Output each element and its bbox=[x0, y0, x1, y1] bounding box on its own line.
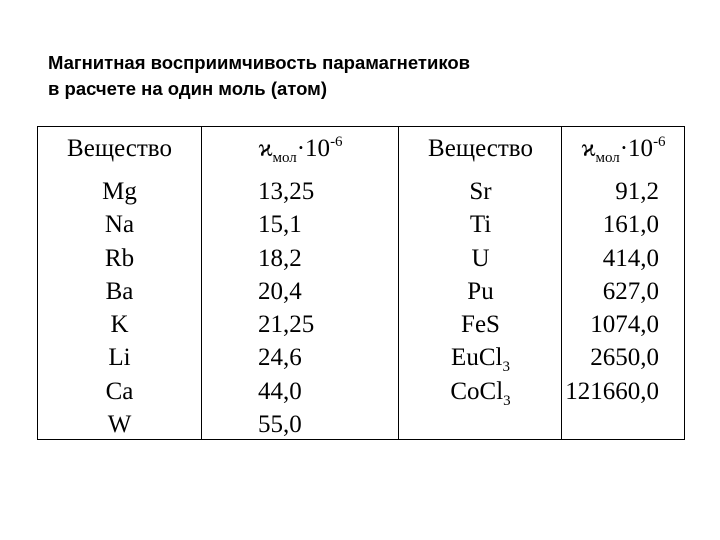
table-cell-substance: Ca bbox=[105, 377, 134, 405]
header-substance-right: Вещество bbox=[428, 135, 533, 162]
column-chi-left bbox=[201, 127, 399, 439]
chi-subscript: мол bbox=[595, 150, 620, 166]
table-cell-substance: Mg bbox=[102, 178, 137, 205]
chi-exponent: -6 bbox=[330, 134, 343, 150]
formula-subscript: 3 bbox=[503, 392, 511, 409]
table-cell-chi: 1074,0 bbox=[590, 311, 659, 339]
table-cell-chi: 21,25 bbox=[258, 311, 315, 339]
table-cell-substance bbox=[399, 275, 562, 308]
column-substance-left bbox=[38, 127, 201, 439]
table-cell-substance: Ba bbox=[105, 277, 134, 305]
formula-base: Sr bbox=[469, 178, 492, 205]
chi-multiplier: ·10 bbox=[619, 135, 654, 162]
table-cell-chi: 24,6 bbox=[258, 344, 302, 372]
table-cell-chi: 15,1 bbox=[258, 211, 302, 239]
column-substance-right bbox=[398, 127, 562, 439]
table-cell-substance: Rb bbox=[104, 244, 135, 272]
table-cell-chi: 13,25 bbox=[258, 178, 315, 205]
table-cell-substance bbox=[399, 242, 562, 275]
table-cell-substance bbox=[399, 341, 562, 374]
header-chi-left bbox=[202, 135, 399, 169]
table-cell-substance bbox=[399, 208, 562, 241]
formula-base: U bbox=[471, 244, 490, 272]
table-cell-chi: 18,2 bbox=[258, 244, 302, 272]
table-cell-substance bbox=[399, 175, 562, 208]
formula-base: Pu bbox=[467, 277, 494, 305]
table-cell-chi: 414,0 bbox=[602, 244, 659, 272]
chi-exponent: -6 bbox=[653, 134, 666, 150]
table-cell-chi: 20,4 bbox=[258, 277, 302, 305]
chi-subscript: мол bbox=[272, 150, 297, 166]
chi-symbol: ϰ bbox=[258, 135, 273, 162]
title-line-1: Магнитная восприимчивость парамагнетиков bbox=[48, 52, 471, 73]
table-cell-chi: 91,2 bbox=[615, 178, 659, 205]
table-cell-chi: 161,0 bbox=[602, 211, 659, 239]
table-cell-chi: 55,0 bbox=[258, 411, 302, 439]
formula-base: FeS bbox=[461, 311, 500, 339]
cells-chi-right bbox=[562, 175, 685, 408]
table-cell-chi: 2650,0 bbox=[590, 344, 659, 372]
formula-base: Ti bbox=[469, 211, 492, 239]
chi-symbol: ϰ bbox=[581, 135, 596, 162]
header-chi-right bbox=[562, 135, 685, 169]
formula-subscript: 3 bbox=[502, 359, 510, 376]
table-cell-substance: Li bbox=[108, 344, 131, 372]
table-cell-substance: W bbox=[107, 411, 132, 439]
table-cell-substance bbox=[399, 308, 562, 341]
formula-base: EuCl bbox=[451, 344, 503, 372]
chi-multiplier: ·10 bbox=[296, 135, 331, 162]
cells-substance-left bbox=[38, 175, 201, 441]
column-chi-right bbox=[561, 127, 685, 439]
document-title bbox=[48, 50, 668, 102]
table-cell-substance: K bbox=[110, 311, 129, 339]
header-substance-left: Вещество bbox=[67, 135, 172, 162]
cells-chi-left bbox=[202, 175, 399, 441]
title-line-2: в расчете на один моль (атом) bbox=[48, 78, 327, 99]
table-cell-substance: Na bbox=[104, 211, 135, 239]
table-cell-chi: 44,0 bbox=[258, 377, 302, 405]
cells-substance-right bbox=[399, 175, 562, 408]
table-cell-chi: 121660,0 bbox=[565, 377, 659, 405]
susceptibility-table bbox=[37, 126, 685, 440]
formula-base: CoCl bbox=[450, 377, 504, 405]
table-cell-chi: 627,0 bbox=[602, 277, 659, 305]
table-cell-substance bbox=[399, 375, 562, 408]
